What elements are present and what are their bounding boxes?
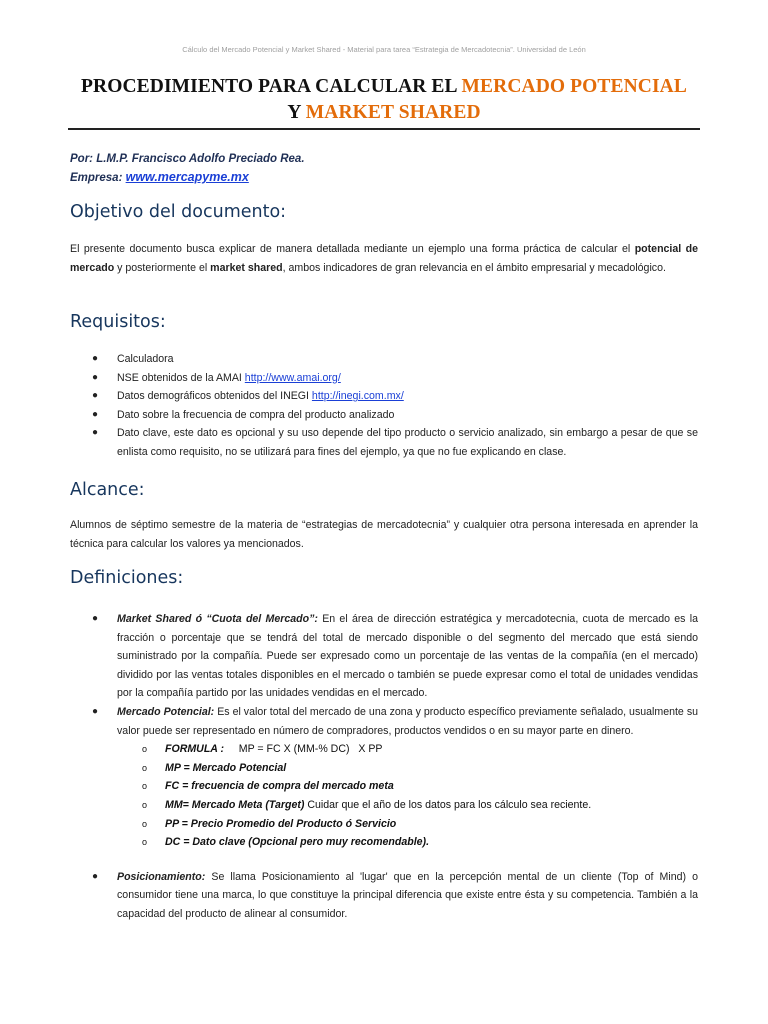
circle-bullet-icon: o [142, 799, 148, 810]
definition-mercado-potencial [70, 703, 698, 852]
definition-text: Se llama Posicionamiento al 'lugar' que en la percepción mental de un cliente (Top of Mind) o consumidor tiene una marca, lo que constituye la principal diferencia que existe entre ésta y su competencia. También a la capacidad del producto de alinear al consumidor. [117, 870, 698, 920]
list-item: ● Dato sobre la frecuencia de compra del producto analizado [70, 406, 698, 425]
definition-term: Mercado Potencial: [117, 705, 215, 718]
title-highlight-1: MERCADO POTENCIAL [461, 76, 687, 97]
list-item: ● Calculadora [70, 350, 698, 369]
definition-text: En el área de dirección estratégica y mercadotecnia, cuota de mercado es la fracción o porcentaje que se tendrá del total de mercado disponible o del segmento del mercado que está siendo suministrado por la compañía. Puede ser expresado como un porcentaje de las ventas de la compañía (en el mercado) dividido por las ventas totales disponibles en el mercado o también se puede expresar como el total de unidades vendidas por la compañía partido por las unidades vendidas en el mercado. [117, 613, 698, 700]
formula-item: o DC = Dato clave (Opcional pero muy recomendable). [142, 833, 698, 852]
objetivo-text-1: El presente documento busca explicar de manera detallada mediante un ejemplo una forma práctica de calcular el [70, 243, 635, 255]
heading-alcance: Alcance: [70, 480, 145, 500]
company-link[interactable]: www.mercapyme.mx [125, 170, 249, 184]
definition-term: Market Shared ó “Cuota del Mercado”: [117, 613, 318, 625]
running-header: Cálculo del Mercado Potencial y Market Shared - Material para tarea “Estrategia de Mercadotecnia”. Universidad de León [182, 45, 586, 54]
bullet-icon: ● [92, 353, 99, 364]
bullet-icon: ● [92, 408, 99, 420]
byline [70, 150, 305, 187]
circle-bullet-icon: o [142, 781, 148, 792]
company-line [70, 168, 305, 187]
formula-item: o FORMULA : MP = FC X (MM-% DC) X PP [142, 740, 698, 759]
company-label: Empresa: [70, 172, 126, 184]
definiciones-list [70, 610, 698, 924]
formula-item: o PP = Precio Promedio del Producto ó Servicio [142, 815, 698, 834]
formula-item: o MM= Mercado Meta (Target) Cuidar que el año de los datos para los cálculo sea reciente. [142, 796, 698, 815]
inegi-link[interactable]: http://inegi.com.mx/ [311, 390, 404, 403]
objetivo-text-3: , ambos indicadores de gran relevancia en el ámbito empresarial y mecadológico. [282, 261, 666, 274]
title-highlight-2: MARKET SHARED [305, 102, 481, 123]
circle-bullet-icon: o [142, 818, 148, 829]
heading-definiciones: Definiciones: [70, 568, 184, 588]
objetivo-paragraph [70, 240, 698, 277]
heading-requisitos: Requisitos: [70, 312, 166, 332]
bullet-icon: ● [92, 427, 99, 439]
list-item: ● Datos demográficos obtenidos del INEGI http://inegi.com.mx/ [70, 387, 698, 406]
objetivo-bold-2: market shared [210, 261, 283, 274]
bullet-icon: ● [92, 371, 99, 383]
circle-bullet-icon: o [142, 762, 148, 773]
bullet-icon: ● [92, 870, 99, 882]
title-text-1: PROCEDIMIENTO PARA CALCULAR EL [81, 76, 462, 97]
bullet-icon: ● [92, 705, 99, 717]
formula-item: o MP = Mercado Potencial [142, 759, 698, 778]
document-title [60, 74, 708, 126]
heading-objetivo: Objetivo del documento: [70, 202, 287, 222]
title-divider [68, 128, 700, 130]
requisitos-list [70, 350, 698, 462]
bullet-icon: ● [92, 390, 99, 402]
definition-posicionamiento [70, 868, 698, 924]
amai-link[interactable]: http://www.amai.org/ [244, 371, 341, 384]
circle-bullet-icon: o [142, 744, 148, 755]
objetivo-bold-1: potencial de mercado [70, 243, 698, 274]
alcance-paragraph: Alumnos de séptimo semestre de la materia de “estrategias de mercadotecnia” y cualquier otra persona interesada en aprender la técnica para calcular los valores ya mencionados. [70, 519, 698, 550]
definition-text: Es el valor total del mercado de una zona y producto específico previamente señalado, usualmente su valor puede ser representado en número de compradores, productos vendidos o en su mayor parte en dinero. [117, 705, 699, 737]
circle-bullet-icon: o [142, 837, 148, 848]
definition-term: Posicionamiento: [117, 870, 206, 883]
list-item: ● Dato clave, este dato es opcional y su uso depende del tipo producto o servicio analizado, sin embargo a pesar de que se enlista como requisito, no se utilizará para fines del ejemplo, ya que no fue explicando en clase. [70, 424, 698, 461]
bullet-icon: ● [92, 613, 99, 624]
author-line: Por: L.M.P. Francisco Adolfo Preciado Rea. [70, 153, 305, 165]
formula-item: o FC = frecuencia de compra del mercado meta [142, 777, 698, 796]
formula-list [142, 740, 698, 852]
title-text-2: Y [287, 102, 306, 123]
definition-market-shared [70, 610, 698, 703]
list-item: ● NSE obtenidos de la AMAI http://www.amai.org/ [70, 369, 698, 388]
objetivo-text-2: y posteriormente el [114, 261, 211, 274]
